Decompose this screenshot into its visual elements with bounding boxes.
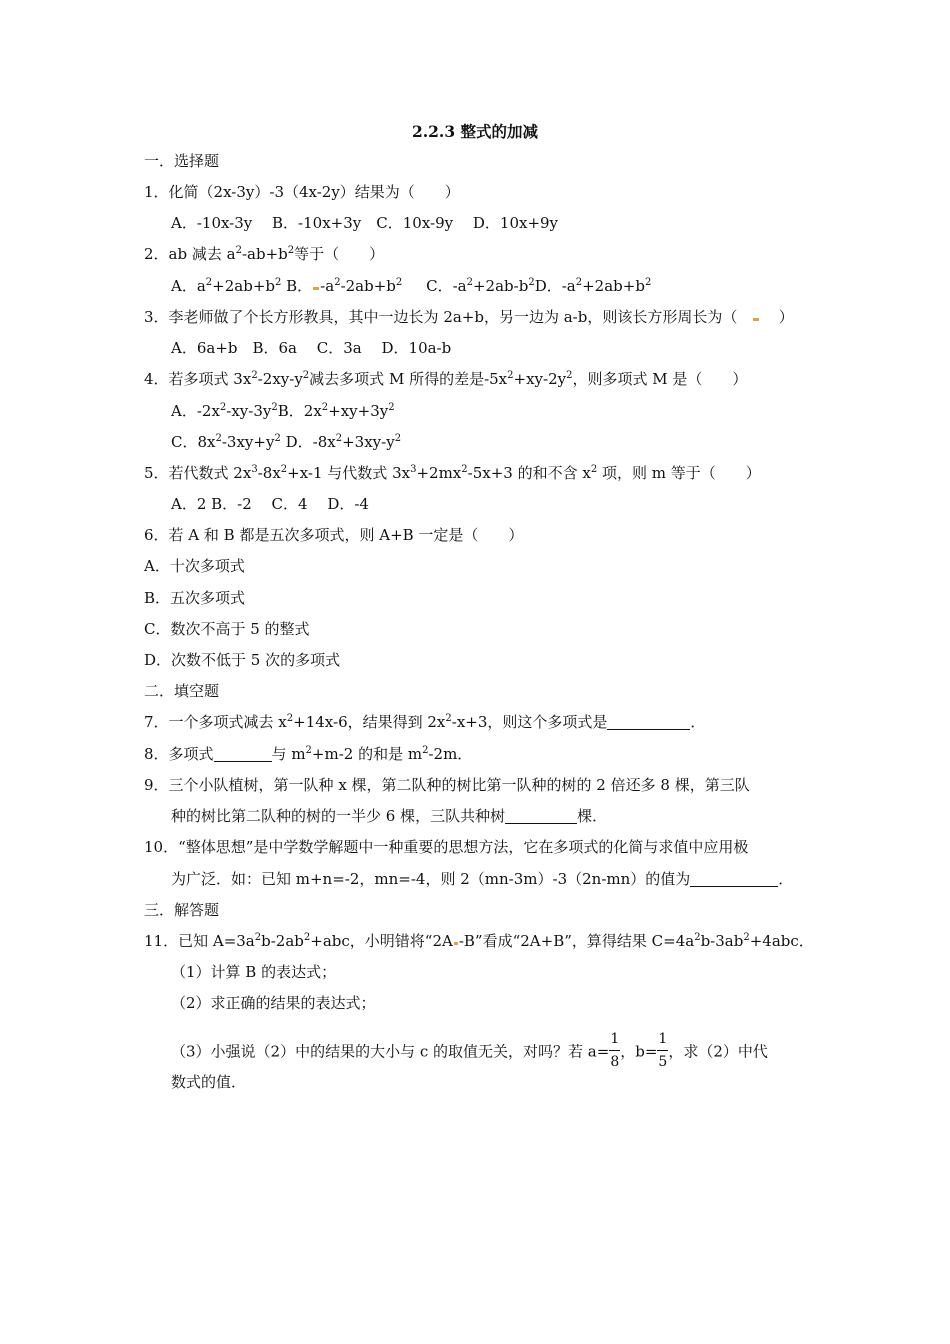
option-b: B．2x xyxy=(277,402,322,420)
question-5-stem xyxy=(144,463,761,483)
text: +14x-6，结果得到 2x xyxy=(293,713,446,731)
question-6-option-c: C．数次不高于 5 的整式 xyxy=(144,620,310,638)
superscript: 2 xyxy=(461,464,468,475)
superscript: 3 xyxy=(410,464,417,475)
text: +xy-2y xyxy=(513,370,567,388)
section-heading-choice: 一．选择题 xyxy=(144,152,220,170)
answer-blank[interactable] xyxy=(214,747,272,762)
superscript: 2 xyxy=(388,402,395,413)
superscript: 2 xyxy=(335,433,343,444)
superscript: 2 xyxy=(644,277,652,288)
text: ． xyxy=(690,713,706,731)
question-4-stem xyxy=(144,369,747,389)
superscript: 2 xyxy=(251,370,258,381)
superscript: 2 xyxy=(280,464,288,475)
highlight-mark xyxy=(313,287,319,290)
question-9-line-1: 9．三个小队植树，第一队种 x 棵，第二队种的树比第一队种的树的 2 倍还多 8 棵，第三队 xyxy=(144,776,750,794)
text: （3）小强说（2）中的结果的大小与 c 的取值无关，对吗？若 a= xyxy=(171,1042,610,1061)
question-11-stem xyxy=(144,931,814,951)
superscript: 2 xyxy=(303,932,311,943)
option-c: C．8x xyxy=(171,433,216,451)
superscript: 2 xyxy=(528,277,535,288)
text: +x-1 与代数式 3x xyxy=(287,464,411,482)
superscript: 2 xyxy=(743,932,750,943)
denominator: 5 xyxy=(658,1054,668,1070)
fraction-b xyxy=(657,1028,668,1073)
question-11-part-3 xyxy=(171,1030,768,1075)
superscript: 2 xyxy=(694,932,701,943)
question-1-stem: 1．化简（2x-3y）-3（4x-2y）结果为（ ） xyxy=(144,183,460,201)
superscript: 2 xyxy=(395,277,403,288)
text: -B”看成“2A+B”，算得结果 C=4a xyxy=(458,932,695,950)
text: ，b= xyxy=(620,1042,658,1061)
highlight-mark xyxy=(454,942,458,945)
option-c: C．-a xyxy=(426,277,467,295)
text: 3．李老师做了个长方形教具，其中一边长为 2a+b，另一边为 a-b，则该长方形周长为（ xyxy=(144,308,738,326)
text: ，求（2）中代 xyxy=(668,1042,768,1061)
text: +xy+3y xyxy=(328,402,389,420)
superscript: 2 xyxy=(271,402,278,413)
text: ，则多项式 M 是（ ） xyxy=(572,370,748,388)
question-8 xyxy=(144,744,472,764)
fraction-a xyxy=(609,1028,620,1073)
text: +2mx xyxy=(416,464,462,482)
question-2-options xyxy=(171,276,651,296)
option-b: B． xyxy=(286,277,313,295)
text: +abc，小明错将“2A xyxy=(310,932,453,950)
text: -2m． xyxy=(428,745,473,763)
option-a: A．a xyxy=(171,277,206,295)
text: 8．多项式 xyxy=(144,745,214,763)
page-title: 2.2.3 整式的加减 xyxy=(411,122,539,141)
text: +2ab-b xyxy=(472,277,529,295)
text: ） xyxy=(778,308,794,326)
text: -2xy-y xyxy=(257,370,303,388)
text: -8x xyxy=(257,464,281,482)
text: 为广泛．如：已知 m+n=-2，mn=-4，则 2（mn-3m）-3（2n-mn）的值为 xyxy=(171,870,691,888)
highlight-mark xyxy=(753,318,759,321)
answer-blank[interactable] xyxy=(607,715,690,730)
text: 棵． xyxy=(577,807,608,825)
option-d: D．-8x xyxy=(285,433,336,451)
answer-blank[interactable] xyxy=(690,872,778,887)
superscript: 2 xyxy=(286,713,294,724)
question-6-option-d: D．次数不低于 5 次的多项式 xyxy=(144,651,341,669)
superscript: 2 xyxy=(575,277,583,288)
superscript: 2 xyxy=(205,277,213,288)
text: +4abc． xyxy=(749,932,814,950)
text: 种的树比第二队种的树的一半少 6 棵，三队共种树 xyxy=(171,807,506,825)
text: 11．已知 A=3a xyxy=(144,932,255,950)
text: -2ab+b xyxy=(340,277,396,295)
option-d: D．-a xyxy=(534,277,576,295)
text: 4．若多项式 3x xyxy=(144,370,252,388)
text: b-3ab xyxy=(700,932,744,950)
question-3-stem xyxy=(144,307,794,327)
question-5-options: A．2 B．-2 C．4 D．-4 xyxy=(171,495,369,513)
superscript: 2 xyxy=(334,277,341,288)
numerator: 1 xyxy=(609,1028,620,1051)
text: ． xyxy=(778,870,794,888)
question-10-line-2 xyxy=(171,869,793,889)
superscript: 2 xyxy=(321,402,329,413)
question-3-options: A．6a+b B．6a C．3a D．10a-b xyxy=(171,339,452,357)
superscript: 2 xyxy=(274,277,282,288)
text: 7．一个多项式减去 x xyxy=(144,713,287,731)
text: 减去多项式 M 所得的差是-5x xyxy=(309,370,508,388)
text: -a xyxy=(320,277,335,295)
question-6-option-a: A．十次多项式 xyxy=(144,557,245,575)
question-11-part-1: （1）计算 B 的表达式； xyxy=(171,963,337,981)
superscript: 2 xyxy=(302,370,310,381)
superscript: 2 xyxy=(254,932,262,943)
text: -x+3，则这个多项式是 xyxy=(451,713,608,731)
text: 等于（ ） xyxy=(294,245,385,263)
section-heading-fill: 二．填空题 xyxy=(144,682,220,700)
text: -xy-3y xyxy=(226,402,272,420)
answer-blank[interactable] xyxy=(505,809,577,824)
question-6-option-b: B．五次多项式 xyxy=(144,589,246,607)
section-heading-solve: 三．解答题 xyxy=(144,901,220,919)
text: +m-2 的和是 m xyxy=(311,745,423,763)
superscript: 2 xyxy=(305,745,312,756)
text: -ab+b xyxy=(241,245,288,263)
text: b-2ab xyxy=(261,932,304,950)
superscript: 2 xyxy=(219,402,227,413)
question-11-part-3-cont: 数式的值． xyxy=(171,1073,247,1091)
question-11-part-2: （2）求正确的结果的表达式； xyxy=(171,994,376,1012)
superscript: 2 xyxy=(590,464,598,475)
question-2-stem xyxy=(144,244,384,264)
superscript: 2 xyxy=(445,713,452,724)
question-4-options-cd xyxy=(171,432,401,452)
denominator: 8 xyxy=(610,1054,620,1070)
text: 5．若代数式 2x xyxy=(144,464,252,482)
question-6-stem: 6．若 A 和 B 都是五次多项式，则 A+B 一定是（ ） xyxy=(144,526,524,544)
text: 2．ab 减去 a xyxy=(144,245,236,263)
superscript: 2 xyxy=(422,745,429,756)
text: -5x+3 的和不含 x xyxy=(467,464,591,482)
superscript: 2 xyxy=(466,277,473,288)
question-1-options: A．-10x-3y B．-10x+3y C．10x-9y D．10x+9y xyxy=(171,214,559,232)
question-4-options-ab xyxy=(171,401,395,421)
question-10-line-1: 10．“整体思想”是中学数学解题中一种重要的思想方法，它在多项式的化简与求值中应用极 xyxy=(144,838,749,856)
superscript: 2 xyxy=(287,245,295,256)
text: +2ab+b xyxy=(582,277,645,295)
superscript: 2 xyxy=(394,433,402,444)
question-7 xyxy=(144,712,705,732)
superscript: 2 xyxy=(235,245,242,256)
text: -3xy+y xyxy=(221,433,275,451)
option-a: A．-2x xyxy=(171,402,220,420)
text: +2ab+b xyxy=(212,277,275,295)
question-9-line-2 xyxy=(171,806,607,826)
superscript: 2 xyxy=(274,433,281,444)
superscript: 3 xyxy=(251,464,258,475)
superscript: 2 xyxy=(507,370,514,381)
numerator: 1 xyxy=(657,1028,668,1051)
superscript: 2 xyxy=(566,370,573,381)
text: +3xy-y xyxy=(342,433,395,451)
text: 与 m xyxy=(271,745,306,763)
text: 项，则 m 等于（ ） xyxy=(601,464,761,482)
superscript: 2 xyxy=(215,433,222,444)
